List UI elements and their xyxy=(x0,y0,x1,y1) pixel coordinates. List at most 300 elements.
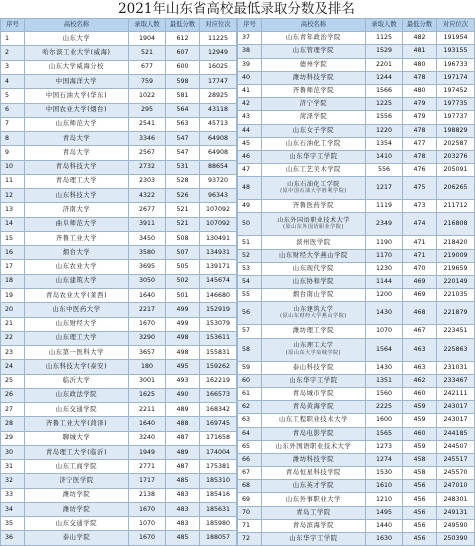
cell-school-name: 山东现代学院 xyxy=(262,262,366,275)
cell-min-score: 463 xyxy=(403,361,437,374)
table-row xyxy=(1,460,237,474)
cell-admitted: 3580 xyxy=(129,246,166,260)
cell-admitted: 1125 xyxy=(366,32,403,45)
cell-no: 23 xyxy=(1,346,25,360)
cell-school-name: 山东大学 xyxy=(25,32,129,46)
cell-no: 24 xyxy=(1,360,25,374)
cell-school-name xyxy=(262,213,366,236)
cell-admitted: 1070 xyxy=(366,325,403,338)
table-row xyxy=(238,98,475,111)
cell-admitted: 1200 xyxy=(366,289,403,302)
cell-school-name: 青岛电影学院 xyxy=(262,427,366,440)
cell-rank: 211712 xyxy=(437,200,475,213)
cell-no: 6 xyxy=(1,103,25,117)
cell-school-name: 曲阜师范大学 xyxy=(25,217,129,231)
cell-min-score: 479 xyxy=(403,98,437,111)
table-row xyxy=(1,74,237,88)
cell-rank: 233467 xyxy=(437,374,475,387)
table-row xyxy=(238,374,475,387)
left-header-row xyxy=(1,19,237,32)
cell-admitted: 2217 xyxy=(129,303,166,317)
cell-admitted: 2732 xyxy=(129,160,166,174)
table-row xyxy=(238,533,475,546)
cell-min-score: 488 xyxy=(166,417,200,431)
cell-min-score: 477 xyxy=(403,137,437,150)
cell-min-score: 458 xyxy=(403,467,437,480)
cell-no: 11 xyxy=(1,174,25,188)
cell-min-score: 482 xyxy=(403,32,437,45)
cell-min-score: 493 xyxy=(166,374,200,388)
cell-school-name: 青岛大学 xyxy=(25,146,129,160)
table-row xyxy=(1,117,237,131)
cell-school-name: 山东大学威海分校 xyxy=(25,60,129,74)
cell-school-name: 山东建筑大学 xyxy=(25,274,129,288)
cell-rank: 43118 xyxy=(200,103,237,117)
cell-admitted: 3346 xyxy=(129,132,166,146)
cell-school-name: 山东科技大学 xyxy=(25,189,129,203)
cell-no: 1 xyxy=(1,32,25,46)
table-row xyxy=(238,111,475,124)
cell-admitted: 1230 xyxy=(366,262,403,275)
cell-no: 7 xyxy=(1,117,25,131)
cell-rank: 171658 xyxy=(200,431,237,445)
cell-rank: 221035 xyxy=(437,289,475,302)
cell-min-score: 490 xyxy=(166,388,200,402)
cell-school-name: 山东管理学院 xyxy=(262,45,366,58)
cell-no: 68 xyxy=(238,480,262,493)
school-former-name: (原山东外国语职业学院) xyxy=(282,224,345,231)
cell-school-name: 山东工艺美术学院 xyxy=(262,164,366,177)
cell-admitted: 2771 xyxy=(129,460,166,474)
cell-min-score: 507 xyxy=(166,246,200,260)
cell-rank: 248301 xyxy=(437,493,475,506)
right-header-row xyxy=(238,19,475,32)
cell-min-score: 564 xyxy=(166,103,200,117)
school-name: 山东石油化工学院 xyxy=(287,180,340,188)
table-row xyxy=(238,493,475,506)
cell-rank: 28925 xyxy=(200,89,237,103)
cell-no: 49 xyxy=(238,200,262,213)
cell-rank: 247010 xyxy=(437,480,475,493)
cell-school-name: 泰山学院 xyxy=(25,531,129,546)
cell-no: 3 xyxy=(1,60,25,74)
cell-no: 37 xyxy=(238,32,262,45)
header-no: 序号 xyxy=(238,19,262,32)
cell-rank: 197452 xyxy=(437,84,475,97)
cell-no: 21 xyxy=(1,317,25,331)
cell-admitted: 1904 xyxy=(129,32,166,46)
table-row xyxy=(238,414,475,427)
cell-min-score: 475 xyxy=(403,177,437,200)
cell-admitted: 1670 xyxy=(129,502,166,516)
cell-admitted: 1144 xyxy=(366,276,403,289)
cell-school-name: 青岛城市学院 xyxy=(262,387,366,400)
cell-admitted: 677 xyxy=(129,60,166,74)
cell-rank: 196733 xyxy=(437,58,475,71)
table-row xyxy=(1,431,237,445)
cell-school-name xyxy=(262,302,366,325)
table-row xyxy=(1,445,237,459)
page-title: 2021年山东省高校最低录取分数及排名 xyxy=(118,1,355,17)
cell-admitted: 1529 xyxy=(366,45,403,58)
cell-admitted: 2303 xyxy=(129,174,166,188)
cell-min-score: 456 xyxy=(403,480,437,493)
cell-school-name: 德州学院 xyxy=(262,58,366,71)
cell-no: 5 xyxy=(1,89,25,103)
cell-no: 42 xyxy=(238,98,262,111)
cell-admitted: 3240 xyxy=(129,431,166,445)
cell-min-score: 480 xyxy=(403,84,437,97)
cell-rank: 185416 xyxy=(200,488,237,502)
table-row xyxy=(238,137,475,150)
cell-rank: 162219 xyxy=(200,374,237,388)
table-row xyxy=(238,519,475,532)
cell-rank: 243017 xyxy=(437,414,475,427)
cell-admitted: 3695 xyxy=(129,260,166,274)
cell-min-score: 459 xyxy=(403,414,437,427)
cell-min-score: 521 xyxy=(166,217,200,231)
cell-min-score: 469 xyxy=(403,276,437,289)
table-row xyxy=(238,361,475,374)
cell-rank: 197737 xyxy=(437,111,475,124)
table-row xyxy=(1,260,237,274)
cell-admitted: 1410 xyxy=(366,150,403,163)
cell-min-score: 600 xyxy=(166,60,200,74)
cell-admitted: 1273 xyxy=(366,440,403,453)
cell-admitted: 1225 xyxy=(366,98,403,111)
table-row xyxy=(1,288,237,302)
table-row xyxy=(238,124,475,137)
header-no: 序号 xyxy=(1,19,25,32)
table-row xyxy=(238,213,475,236)
cell-school-name: 山东理工大学 xyxy=(25,331,129,345)
cell-rank: 155831 xyxy=(200,346,237,360)
cell-school-name: 山东交通学院 xyxy=(25,517,129,531)
cell-min-score: 456 xyxy=(403,519,437,532)
cell-school-name: 聊城大学 xyxy=(25,431,129,445)
cell-school-name: 山东英才学院 xyxy=(262,480,366,493)
cell-min-score: 487 xyxy=(166,460,200,474)
cell-min-score: 502 xyxy=(166,274,200,288)
table-row xyxy=(1,217,237,231)
cell-min-score: 473 xyxy=(403,200,437,213)
cell-school-name: 山东中医药大学 xyxy=(25,303,129,317)
cell-rank: 202587 xyxy=(437,137,475,150)
cell-rank: 223451 xyxy=(437,325,475,338)
cell-rank: 159262 xyxy=(200,360,237,374)
cell-school-name: 山东外事职业大学 xyxy=(262,493,366,506)
table-row xyxy=(1,474,237,488)
cell-rank: 11225 xyxy=(200,32,237,46)
cell-min-score: 483 xyxy=(166,517,200,531)
school-former-name: (原山东财经大学燕山学院) xyxy=(280,313,347,320)
cell-admitted: 3050 xyxy=(129,274,166,288)
cell-school-name: 山东青年政治学院 xyxy=(262,32,366,45)
cell-admitted: 1564 xyxy=(366,338,403,361)
cell-school-name: 青岛科技大学 xyxy=(25,160,129,174)
cell-admitted: 3290 xyxy=(129,331,166,345)
cell-min-score: 612 xyxy=(166,32,200,46)
cell-rank: 185980 xyxy=(200,517,237,531)
cell-school-name: 菏泽学院 xyxy=(262,111,366,124)
cell-school-name: 山东工商学院 xyxy=(25,460,129,474)
cell-no: 15 xyxy=(1,231,25,245)
cell-rank: 191954 xyxy=(437,32,475,45)
cell-school-name: 青岛黄海学院 xyxy=(262,401,366,414)
cell-no: 58 xyxy=(238,338,262,361)
cell-no: 71 xyxy=(238,519,262,532)
cell-no: 64 xyxy=(238,427,262,440)
cell-no: 41 xyxy=(238,84,262,97)
table-row xyxy=(1,203,237,217)
cell-no: 28 xyxy=(1,417,25,431)
cell-admitted: 1430 xyxy=(366,361,403,374)
cell-rank: 188057 xyxy=(200,531,237,546)
cell-no: 65 xyxy=(238,440,262,453)
cell-no: 20 xyxy=(1,303,25,317)
table-row xyxy=(238,32,475,45)
cell-min-score: 471 xyxy=(403,249,437,262)
cell-min-score: 456 xyxy=(403,533,437,546)
cell-rank: 174004 xyxy=(200,445,237,459)
cell-rank: 219009 xyxy=(437,249,475,262)
cell-admitted: 1625 xyxy=(129,388,166,402)
cell-min-score: 483 xyxy=(166,488,200,502)
cell-no: 9 xyxy=(1,146,25,160)
header-name: 高校名称 xyxy=(25,19,129,32)
table-row xyxy=(1,502,237,516)
table-row xyxy=(1,374,237,388)
cell-school-name: 济南大学 xyxy=(25,203,129,217)
cell-rank: 225863 xyxy=(437,338,475,361)
cell-admitted: 2201 xyxy=(366,58,403,71)
cell-no: 48 xyxy=(238,177,262,200)
cell-min-score: 521 xyxy=(166,203,200,217)
table-row xyxy=(1,231,237,245)
cell-min-score: 481 xyxy=(403,45,437,58)
cell-rank: 107092 xyxy=(200,203,237,217)
cell-admitted: 1949 xyxy=(129,445,166,459)
cell-min-score: 531 xyxy=(166,160,200,174)
table-row xyxy=(1,488,237,502)
cell-no: 32 xyxy=(1,474,25,488)
cell-min-score: 495 xyxy=(166,360,200,374)
table-row xyxy=(238,427,475,440)
cell-rank: 245517 xyxy=(437,453,475,466)
cell-no: 13 xyxy=(1,203,25,217)
cell-school-name: 山东石油化工学院 xyxy=(262,137,366,150)
cell-no: 31 xyxy=(1,460,25,474)
cell-no: 30 xyxy=(1,445,25,459)
cell-school-name: 哈尔滨工业大学(威海) xyxy=(25,46,129,60)
table-row xyxy=(238,506,475,519)
cell-admitted: 1566 xyxy=(366,84,403,97)
table-row xyxy=(238,71,475,84)
cell-school-name: 中国石油大学(华东) xyxy=(25,89,129,103)
cell-no: 56 xyxy=(238,302,262,325)
cell-admitted: 1600 xyxy=(366,414,403,427)
cell-rank: 220149 xyxy=(437,276,475,289)
cell-school-name: 潍坊科技学院 xyxy=(262,453,366,466)
cell-school-name: 烟台大学 xyxy=(25,246,129,260)
school-former-name: (原中国石油大学胜利学院) xyxy=(280,188,347,195)
cell-no: 50 xyxy=(238,213,262,236)
cell-min-score: 487 xyxy=(166,431,200,445)
cell-school-name: 山东财经大学 xyxy=(25,317,129,331)
cell-rank: 166573 xyxy=(200,388,237,402)
cell-min-score: 508 xyxy=(166,231,200,245)
cell-rank: 244507 xyxy=(437,440,475,453)
table-row xyxy=(238,262,475,275)
cell-no: 46 xyxy=(238,150,262,163)
cell-admitted: 1119 xyxy=(366,200,403,213)
cell-rank: 153079 xyxy=(200,317,237,331)
cell-admitted: 1640 xyxy=(129,288,166,302)
cell-admitted: 4322 xyxy=(129,189,166,203)
cell-no: 19 xyxy=(1,288,25,302)
table-row xyxy=(238,467,475,480)
cell-admitted: 1630 xyxy=(366,533,403,546)
cell-rank: 16025 xyxy=(200,60,237,74)
cell-admitted: 1170 xyxy=(366,249,403,262)
cell-no: 53 xyxy=(238,262,262,275)
cell-admitted: 1430 xyxy=(366,302,403,325)
table-row xyxy=(1,360,237,374)
cell-rank: 145674 xyxy=(200,274,237,288)
cell-school-name: 齐鲁工业大学 xyxy=(25,231,129,245)
cell-no: 51 xyxy=(238,236,262,249)
cell-admitted: 1640 xyxy=(129,417,166,431)
cell-min-score: 469 xyxy=(403,289,437,302)
cell-rank: 193155 xyxy=(437,45,475,58)
cell-no: 63 xyxy=(238,414,262,427)
cell-school-name: 齐鲁医药学院 xyxy=(262,200,366,213)
cell-rank: 219659 xyxy=(437,262,475,275)
cell-admitted: 1244 xyxy=(366,71,403,84)
cell-admitted: 1530 xyxy=(366,467,403,480)
cell-school-name: 山东交通学院 xyxy=(25,403,129,417)
cell-min-score: 528 xyxy=(166,174,200,188)
cell-min-score: 547 xyxy=(166,132,200,146)
cell-admitted: 2349 xyxy=(366,213,403,236)
cell-school-name: 齐鲁工业大学(菏泽) xyxy=(25,417,129,431)
cell-min-score: 471 xyxy=(403,236,437,249)
cell-school-name: 山东财经大学燕山学院 xyxy=(262,249,366,262)
school-former-name: (原山东大学泉城学院) xyxy=(285,349,342,356)
school-name: 山东外国语职业技术大学 xyxy=(277,216,350,224)
cell-rank: 130491 xyxy=(200,231,237,245)
cell-admitted: 2211 xyxy=(129,403,166,417)
table-row xyxy=(238,325,475,338)
table-row xyxy=(1,89,237,103)
cell-min-score: 485 xyxy=(166,531,200,546)
cell-admitted: 1440 xyxy=(366,519,403,532)
cell-admitted: 1274 xyxy=(366,453,403,466)
cell-rank: 45713 xyxy=(200,117,237,131)
cell-school-name: 烟台南山学院 xyxy=(262,289,366,302)
cell-rank: 152919 xyxy=(200,303,237,317)
table-row xyxy=(1,346,237,360)
cell-no: 4 xyxy=(1,74,25,88)
cell-admitted: 1354 xyxy=(366,137,403,150)
cell-rank: 249590 xyxy=(437,519,475,532)
table-row xyxy=(238,164,475,177)
cell-school-name: 泰山科技学院 xyxy=(262,361,366,374)
header-min-score: 最低分数 xyxy=(166,19,200,32)
table-row xyxy=(1,517,237,531)
cell-admitted: 1190 xyxy=(366,236,403,249)
right-table-body xyxy=(238,32,475,546)
table-row xyxy=(1,317,237,331)
table-row xyxy=(238,177,475,200)
school-name: 山东理工大学 xyxy=(293,342,334,350)
cell-school-name xyxy=(262,177,366,200)
table-row xyxy=(238,200,475,213)
cell-school-name: 山东第一医科大学 xyxy=(25,346,129,360)
cell-no: 29 xyxy=(1,431,25,445)
cell-min-score: 489 xyxy=(166,445,200,459)
cell-rank: 205091 xyxy=(437,164,475,177)
cell-min-score: 498 xyxy=(166,331,200,345)
cell-no: 60 xyxy=(238,374,262,387)
cell-no: 70 xyxy=(238,506,262,519)
cell-school-name: 山东农业大学 xyxy=(25,260,129,274)
cell-rank: 175381 xyxy=(200,460,237,474)
cell-school-name: 青岛工学院 xyxy=(262,506,366,519)
cell-min-score: 476 xyxy=(403,164,437,177)
cell-no: 45 xyxy=(238,137,262,150)
table-row xyxy=(1,403,237,417)
table-row xyxy=(238,236,475,249)
cell-no: 69 xyxy=(238,493,262,506)
cell-no: 44 xyxy=(238,124,262,137)
cell-admitted: 3657 xyxy=(129,346,166,360)
cell-min-score: 478 xyxy=(403,150,437,163)
cell-rank: 216808 xyxy=(437,213,475,236)
cell-no: 38 xyxy=(238,45,262,58)
table-row xyxy=(238,387,475,400)
cell-admitted: 1217 xyxy=(366,177,403,200)
cell-no: 27 xyxy=(1,403,25,417)
cell-school-name: 山东华宇工学院 xyxy=(262,533,366,546)
cell-school-name: 山东政法学院 xyxy=(25,388,129,402)
cell-school-name: 青岛理工大学 xyxy=(25,174,129,188)
cell-no: 59 xyxy=(238,361,262,374)
cell-no: 25 xyxy=(1,374,25,388)
cell-rank: 221879 xyxy=(437,302,475,325)
cell-no: 61 xyxy=(238,387,262,400)
cell-min-score: 563 xyxy=(166,117,200,131)
cell-rank: 197174 xyxy=(437,71,475,84)
cell-rank: 17747 xyxy=(200,74,237,88)
cell-rank: 242111 xyxy=(437,387,475,400)
cell-admitted: 180 xyxy=(129,360,166,374)
table-row xyxy=(1,46,237,60)
cell-min-score: 485 xyxy=(166,474,200,488)
table-row xyxy=(238,338,475,361)
cell-school-name: 潍坊学院 xyxy=(25,502,129,516)
cell-rank: 107092 xyxy=(200,217,237,231)
cell-min-score: 459 xyxy=(403,440,437,453)
cell-admitted: 3911 xyxy=(129,217,166,231)
cell-no: 57 xyxy=(238,325,262,338)
table-row xyxy=(1,246,237,260)
table-row xyxy=(1,303,237,317)
cell-school-name: 青岛恒星科技学院 xyxy=(262,467,366,480)
cell-admitted: 1717 xyxy=(129,474,166,488)
table-row xyxy=(1,132,237,146)
left-table xyxy=(0,18,237,546)
